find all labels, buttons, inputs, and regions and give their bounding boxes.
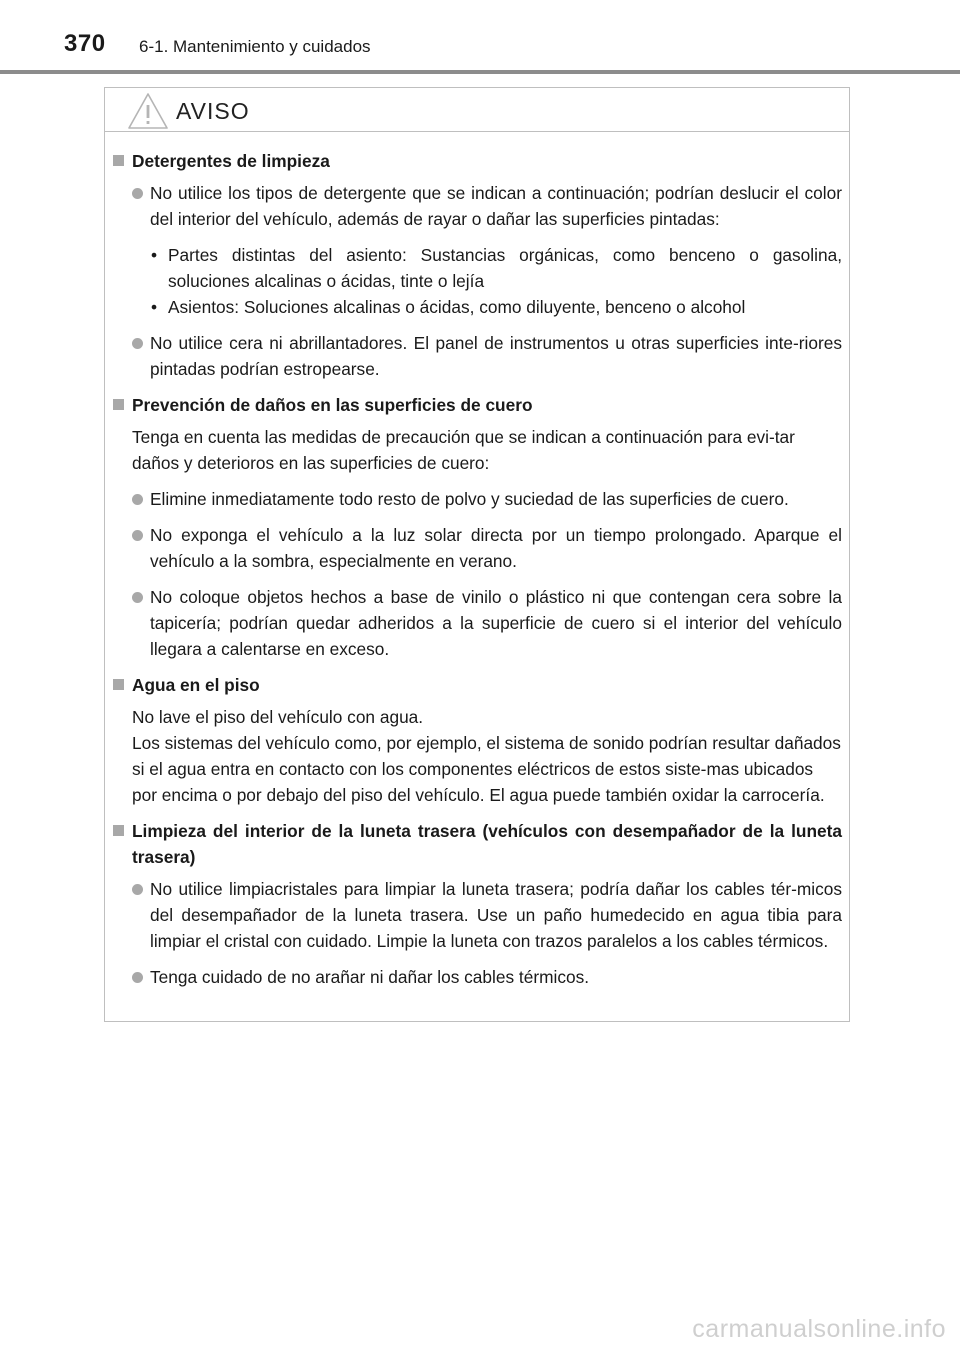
warning-box — [104, 87, 850, 1022]
warning-content — [110, 148, 842, 1000]
page-header — [0, 0, 960, 74]
round-bullet-icon — [132, 338, 143, 349]
round-bullet-icon — [132, 884, 143, 895]
square-bullet-icon — [113, 399, 124, 410]
list-item: No utilice limpiacristales para limpiar la luneta trasera; podría dañar los cables tér-micos del desempañador de la luneta trasera. Use un paño humedecido en agua tibia para limpiar el cristal con cuidado. Limpie la luneta con trazos paralelos a los cables térmicos. — [110, 876, 842, 954]
list-item: No exponga el vehículo a la luz solar directa por un tiempo prolongado. Aparque el vehículo a la sombra, especialmente en verano. — [110, 522, 842, 574]
section-heading: Detergentes de limpieza — [110, 148, 842, 174]
square-bullet-icon — [113, 679, 124, 690]
list-item: No utilice los tipos de detergente que se indican a continuación; podrían deslucir el color del interior del vehículo, además de rayar o dañar las superficies pintadas: — [110, 180, 842, 232]
paragraph: No lave el piso del vehículo con agua. — [132, 707, 424, 727]
list-item: Tenga cuidado de no arañar ni dañar los cables térmicos. — [110, 964, 842, 990]
page-number: 370 — [64, 30, 106, 57]
dot-bullet-icon: • — [151, 245, 158, 265]
square-bullet-icon — [113, 825, 124, 836]
section-heading: Limpieza del interior de la luneta trasera (vehículos con desempañador de la luneta trasera) — [110, 818, 842, 870]
list-item: Elimine inmediatamente todo resto de polvo y suciedad de las superficies de cuero. — [110, 486, 842, 512]
square-bullet-icon — [113, 155, 124, 166]
header-rule — [0, 70, 960, 74]
round-bullet-icon — [132, 188, 143, 199]
round-bullet-icon — [132, 494, 143, 505]
list-item: No utilice cera ni abrillantadores. El panel de instrumentos u otras superficies inte-riores pintadas podrían estropearse. — [110, 330, 842, 382]
site-watermark: carmanualsonline.info — [692, 1315, 946, 1343]
round-bullet-icon — [132, 592, 143, 603]
sub-list-item: • Partes distintas del asiento: Sustancias orgánicas, como benceno o gasolina, soluciones alcalinas o ácidas, tinte o lejía — [110, 242, 842, 294]
paragraph: Tenga en cuenta las medidas de precaución que se indican a continuación para evi-tar daños y deterioros en las superficies de cuero: — [132, 427, 795, 473]
section-heading: Prevención de daños en las superficies de cuero — [110, 392, 842, 418]
list-item: No coloque objetos hechos a base de vinilo o plástico ni que contengan cera sobre la tapicería; podrían quedar adheridos a la superficie de cuero si el interior del vehículo llegara a calentarse en exceso. — [110, 584, 842, 662]
section-heading: Agua en el piso — [110, 672, 842, 698]
warning-title: AVISO — [176, 98, 250, 124]
paragraph: Los sistemas del vehículo como, por ejemplo, el sistema de sonido podrían resultar dañados si el agua entra en contacto con los componentes eléctricos de estos siste-mas ubicados por encima o por debajo del piso del vehículo. El agua puede también oxidar la carrocería. — [132, 733, 841, 805]
dot-bullet-icon: • — [151, 297, 158, 317]
warning-triangle-icon — [127, 92, 169, 130]
warning-box-header — [105, 88, 849, 132]
round-bullet-icon — [132, 530, 143, 541]
section-title: 6-1. Mantenimiento y cuidados — [139, 37, 371, 56]
sub-list-item: • Asientos: Soluciones alcalinas o ácidas, como diluyente, benceno o alcohol — [110, 294, 842, 320]
round-bullet-icon — [132, 972, 143, 983]
